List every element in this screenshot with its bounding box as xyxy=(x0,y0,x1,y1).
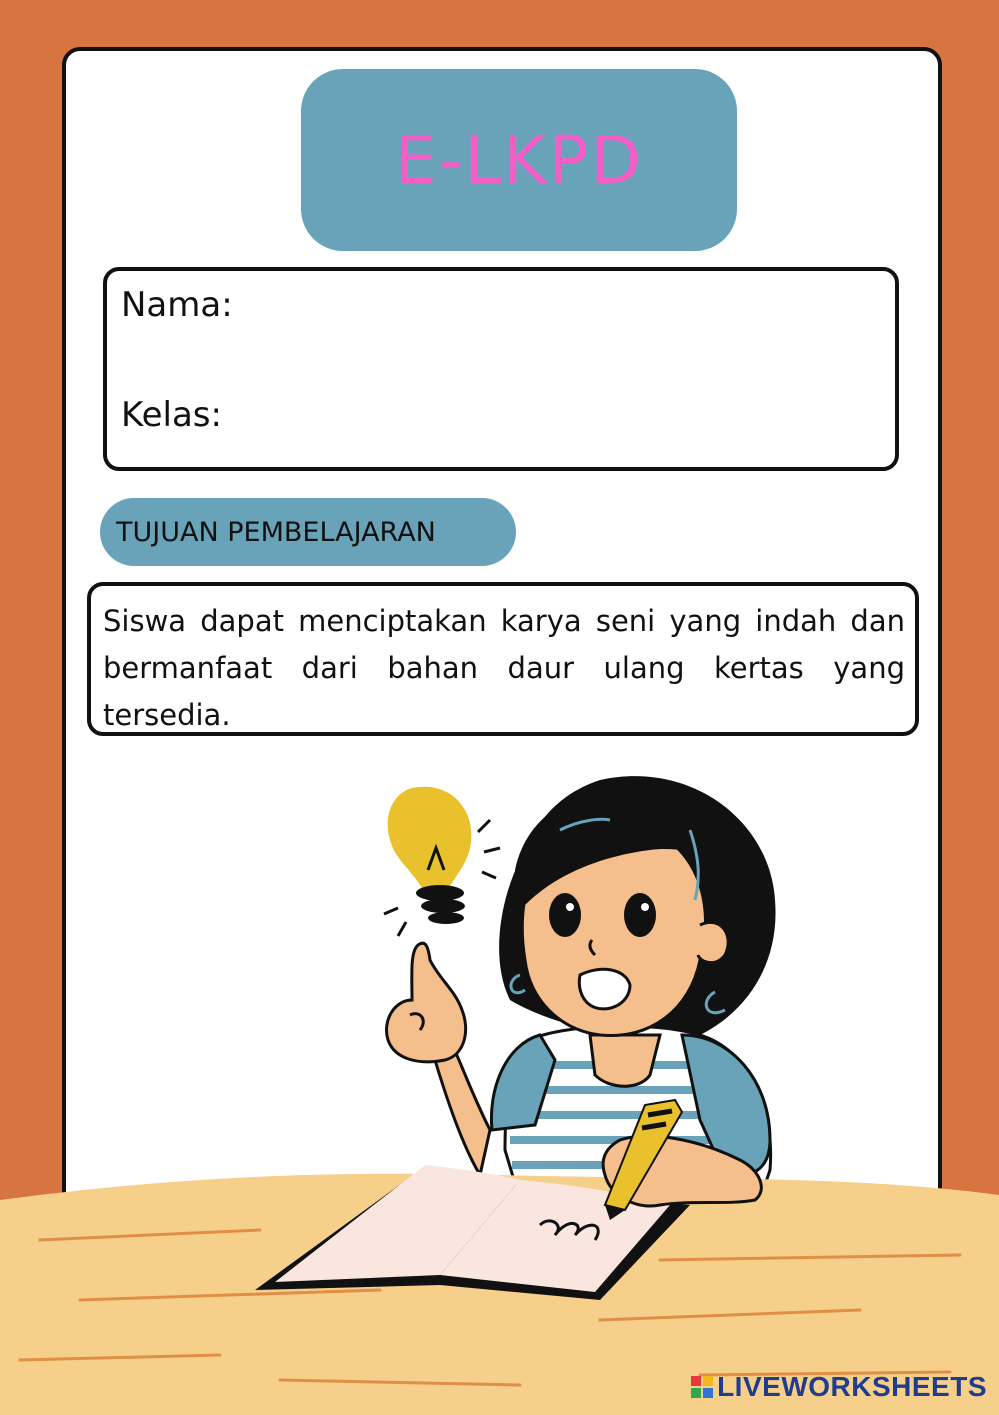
class-label: Kelas: xyxy=(121,395,222,435)
student-identity-box xyxy=(103,267,899,471)
watermark xyxy=(691,1371,987,1403)
objective-heading-pill xyxy=(100,498,516,566)
title-banner xyxy=(301,69,737,251)
page-title: E-LKPD xyxy=(394,121,644,199)
student-illustration xyxy=(0,760,999,1415)
objective-heading: TUJUAN PEMBELAJARAN xyxy=(116,516,436,548)
objective-text: Siswa dapat menciptakan karya seni yang indah dan bermanfaat dari bahan daur ulang kertas yang tersedia. xyxy=(103,604,905,732)
lightbulb-icon xyxy=(384,787,500,936)
name-label: Nama: xyxy=(121,285,233,325)
watermark-text: LIVEWORKSHEETS xyxy=(717,1371,987,1402)
objective-box xyxy=(87,582,919,736)
liveworksheets-logo-icon xyxy=(691,1376,713,1398)
